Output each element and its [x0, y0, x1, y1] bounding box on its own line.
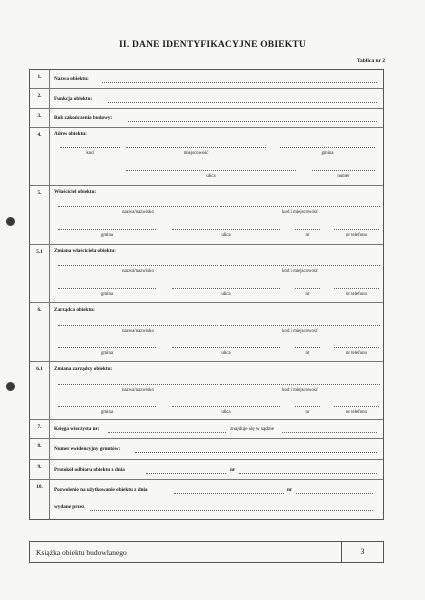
city-field[interactable] — [126, 147, 266, 148]
row-object-function — [30, 89, 383, 109]
page-title: II. DANE IDENTYFIKACYJNE OBIEKTU — [119, 40, 306, 50]
manager-phone-caption: nr telefonu — [346, 351, 367, 356]
manager-label: Zarządca obiektu: — [54, 307, 95, 313]
row-land-record-number — [30, 439, 383, 460]
court-field[interactable] — [282, 432, 377, 433]
row-number: 2. — [30, 89, 50, 108]
acceptance-nr-label: nr — [230, 467, 236, 473]
occupancy-number-field[interactable] — [296, 493, 373, 494]
manager-municipality-field[interactable] — [58, 347, 156, 348]
manager-number-caption: nr — [305, 351, 310, 356]
land-record-label: Numer ewidencyjny gruntów: — [54, 446, 121, 452]
punch-hole-bottom — [6, 382, 15, 391]
owner-municipality-caption: gmina — [101, 233, 113, 238]
page-footer — [29, 541, 384, 563]
owner-number-field[interactable] — [295, 229, 320, 230]
manager-street-field[interactable] — [172, 347, 280, 348]
city-caption: miejscowość — [183, 151, 209, 156]
house-number-caption: numer — [337, 174, 350, 179]
new-manager-name-caption: nazwa/nazwisko — [122, 388, 154, 393]
manager-city-caption: kod i miejscowość — [282, 329, 318, 334]
new-owner-number-caption: nr — [305, 292, 310, 297]
row-completion-year — [30, 109, 383, 128]
manager-municipality-caption: gmina — [101, 351, 113, 356]
new-owner-name-field[interactable] — [58, 265, 218, 266]
manager-phone-field[interactable] — [334, 347, 379, 348]
new-manager-number-caption: nr — [305, 410, 310, 415]
owner-city-caption: kod i miejscowość — [282, 210, 318, 215]
page-number: 3 — [341, 542, 383, 562]
occupancy-date-field[interactable] — [174, 493, 284, 494]
row-number: 3. — [30, 109, 50, 127]
new-owner-phone-caption: nr telefonu — [346, 292, 367, 297]
manager-change-label: Zmiana zarządcy obiektu: — [54, 366, 113, 372]
object-function-field[interactable] — [108, 102, 377, 103]
owner-name-caption: nazwa/nazwisko — [122, 210, 154, 215]
owner-phone-caption: nr telefonu — [346, 233, 367, 238]
object-address-label: Adres obiektu: — [54, 131, 87, 137]
new-owner-name-caption: nazwa/nazwisko — [122, 269, 154, 274]
postal-code-field[interactable] — [60, 147, 120, 148]
row-number: 6.1 — [30, 362, 50, 419]
new-owner-city-caption: kod i miejscowość — [282, 269, 318, 274]
owner-street-field[interactable] — [172, 229, 280, 230]
row-object-address — [30, 128, 383, 186]
owner-number-caption: nr — [305, 233, 310, 238]
municipality-field[interactable] — [280, 147, 375, 148]
owner-name-field[interactable] — [58, 206, 218, 207]
row-number: 5. — [30, 186, 50, 244]
object-name-label: Nazwa obiektu: — [54, 76, 89, 82]
occupancy-nr-label: nr — [287, 487, 293, 493]
identification-table — [29, 69, 384, 520]
row-number: 6. — [30, 303, 50, 361]
object-name-field[interactable] — [102, 82, 377, 83]
new-manager-street-caption: ulica — [221, 410, 231, 415]
row-acceptance-protocol — [30, 460, 383, 480]
row-number: 5.1 — [30, 245, 50, 302]
new-manager-city-caption: kod i miejscowość — [282, 388, 318, 393]
row-number: 4. — [30, 128, 50, 185]
manager-name-field[interactable] — [58, 325, 218, 326]
new-owner-number-field[interactable] — [295, 288, 320, 289]
owner-city-field[interactable] — [220, 206, 380, 207]
row-owner-change — [30, 245, 383, 303]
row-owner — [30, 186, 383, 245]
book-title: Książka obiektu budowlanego — [36, 548, 127, 557]
new-manager-phone-caption: nr telefonu — [346, 410, 367, 415]
punch-hole-top — [6, 217, 15, 226]
row-occupancy-permit — [30, 480, 383, 519]
row-manager-change — [30, 362, 383, 420]
acceptance-number-field[interactable] — [239, 473, 377, 474]
object-function-label: Funkcja obiektu: — [54, 96, 93, 102]
issued-by-field[interactable] — [90, 510, 373, 511]
new-owner-street-field[interactable] — [172, 288, 280, 289]
owner-municipality-field[interactable] — [58, 229, 156, 230]
new-manager-phone-field[interactable] — [334, 406, 379, 407]
row-land-register — [30, 420, 383, 439]
owner-phone-field[interactable] — [334, 229, 379, 230]
land-register-label: Księga wieczysta nr: — [54, 426, 100, 432]
new-manager-municipality-field[interactable] — [58, 406, 156, 407]
manager-city-field[interactable] — [220, 325, 380, 326]
row-number: 8. — [30, 439, 50, 459]
new-manager-municipality-caption: gmina — [101, 410, 113, 415]
new-owner-municipality-field[interactable] — [58, 288, 156, 289]
owner-street-caption: ulica — [221, 233, 231, 238]
new-owner-street-caption: ulica — [221, 292, 231, 297]
new-manager-street-field[interactable] — [172, 406, 280, 407]
postal-code-caption: kod — [86, 151, 94, 156]
issued-by-label: wydane przez — [54, 504, 85, 510]
manager-street-caption: ulica — [221, 351, 231, 356]
acceptance-date-field[interactable] — [146, 473, 226, 474]
manager-number-field[interactable] — [295, 347, 320, 348]
row-number: 7. — [30, 420, 50, 438]
new-manager-city-field[interactable] — [220, 384, 380, 385]
owner-label: Właściciel obiektu: — [54, 189, 97, 195]
completion-year-field[interactable] — [128, 121, 377, 122]
court-label: znajduje się w sądzie — [230, 426, 274, 432]
table-number-label: Tablica nr 2 — [356, 58, 385, 64]
street-caption: ulica — [206, 174, 216, 179]
land-record-field[interactable] — [135, 452, 377, 453]
land-register-number-field[interactable] — [108, 432, 226, 433]
acceptance-protocol-label: Protokół odbioru obiektu z dnia — [54, 467, 125, 473]
new-manager-name-field[interactable] — [58, 384, 218, 385]
new-owner-phone-field[interactable] — [334, 288, 379, 289]
street-field[interactable] — [126, 170, 296, 171]
house-number-field[interactable] — [312, 170, 375, 171]
row-number: 10. — [30, 480, 50, 519]
new-manager-number-field[interactable] — [295, 406, 320, 407]
row-manager — [30, 303, 383, 362]
row-number: 9. — [30, 460, 50, 479]
municipality-caption: gmina — [321, 151, 334, 156]
owner-change-label: Zmiana właściciela obiektu: — [54, 248, 116, 254]
row-number: 1. — [30, 70, 50, 88]
occupancy-permit-label: Pozwolenie na użytkowanie obiektu z dnia — [54, 487, 148, 493]
new-owner-city-field[interactable] — [220, 265, 380, 266]
row-object-name — [30, 70, 383, 89]
manager-name-caption: nazwa/nazwisko — [122, 329, 154, 334]
new-owner-municipality-caption: gmina — [101, 292, 113, 297]
completion-year-label: Rok zakończenia budowy: — [54, 115, 113, 121]
